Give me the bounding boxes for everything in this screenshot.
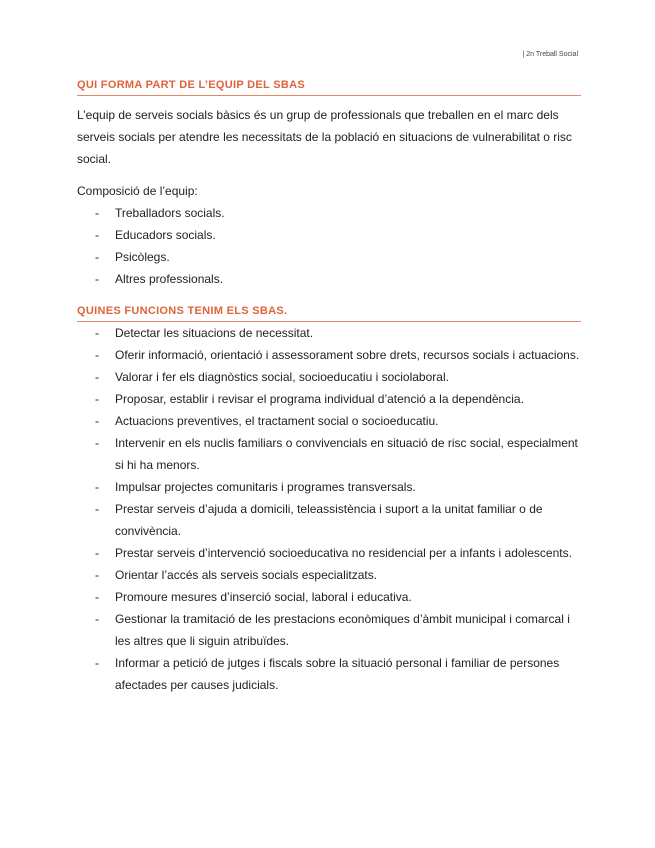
list-dash: - <box>95 656 99 670</box>
list-item <box>77 246 581 268</box>
list-dash: - <box>95 272 99 286</box>
list-item-text: Proposar, establir i revisar el programa individual d’atenció a la dependència. <box>115 392 524 406</box>
list-item-text: Orientar l’accés als serveis socials especialitzats. <box>115 568 378 582</box>
list-dash: - <box>95 228 99 242</box>
list-dash: - <box>95 348 99 362</box>
list-item <box>77 268 581 290</box>
list-item-text: Treballadors socials. <box>115 206 225 220</box>
list-dash: - <box>95 206 99 220</box>
list-item <box>77 366 581 388</box>
document-body <box>77 78 581 696</box>
list-item-text: Gestionar la tramitació de les prestacions econòmiques d’àmbit municipal i comarcal i les altres que li siguin atribuïdes. <box>115 612 570 648</box>
list-item-text: Educadors socials. <box>115 228 216 242</box>
list-item-text: Impulsar projectes comunitaris i programes transversals. <box>115 480 416 494</box>
team-members-list <box>77 202 581 290</box>
list-item <box>77 542 581 564</box>
list-item <box>77 432 581 476</box>
list-item-text: Prestar serveis d’ajuda a domicili, teleassistència i suport a la unitat familiar o de convivència. <box>115 502 543 538</box>
section-heading-team: QUI FORMA PART DE L’EQUIP DEL SBAS <box>77 78 581 96</box>
list-dash: - <box>95 546 99 560</box>
list-item-text: Psicòlegs. <box>115 250 170 264</box>
list-item <box>77 410 581 432</box>
list-item-text: Actuacions preventives, el tractament social o socioeducatiu. <box>115 414 439 428</box>
list-dash: - <box>95 250 99 264</box>
list-item <box>77 498 581 542</box>
list-dash: - <box>95 414 99 428</box>
list-item <box>77 586 581 608</box>
page-header: | 2n Treball Social <box>522 51 578 58</box>
list-item-text: Intervenir en els nuclis familiars o convivencials en situació de risc social, especialment si hi ha menors. <box>115 436 578 472</box>
list-dash: - <box>95 480 99 494</box>
list-dash: - <box>95 370 99 384</box>
list-dash: - <box>95 436 99 450</box>
list-item <box>77 608 581 652</box>
functions-list <box>77 322 581 696</box>
list-item-text: Detectar les situacions de necessitat. <box>115 326 314 340</box>
list-item <box>77 322 581 344</box>
intro-paragraph: L’equip de serveis socials bàsics és un grup de professionals que treballen en el marc dels serveis socials per atendre les necessitats de la població en situacions de vulnerabilitat o risc social. <box>77 108 572 166</box>
list-item-text: Promoure mesures d’inserció social, laboral i educativa. <box>115 590 412 604</box>
list-item-text: Prestar serveis d’intervenció socioeducativa no residencial per a infants i adolescents. <box>115 546 572 560</box>
section-heading-functions: QUINES FUNCIONS TENIM ELS SBAS. <box>77 304 581 322</box>
list-item-text: Oferir informació, orientació i assessorament sobre drets, recursos socials i actuacions. <box>115 348 580 362</box>
list-item-text: Altres professionals. <box>115 272 224 286</box>
list-item-text: Valorar i fer els diagnòstics social, socioeducatiu i sociolaboral. <box>115 370 449 384</box>
list-item <box>77 202 581 224</box>
list-item <box>77 388 581 410</box>
list-item <box>77 344 581 366</box>
list-dash: - <box>95 392 99 406</box>
list-item <box>77 476 581 498</box>
list-dash: - <box>95 326 99 340</box>
list-item <box>77 224 581 246</box>
list-dash: - <box>95 590 99 604</box>
composition-label: Composició de l’equip: <box>77 184 198 198</box>
list-item <box>77 652 581 696</box>
list-dash: - <box>95 502 99 516</box>
list-dash: - <box>95 568 99 582</box>
list-dash: - <box>95 612 99 626</box>
list-item <box>77 564 581 586</box>
list-item-text: Informar a petició de jutges i fiscals sobre la situació personal i familiar de persones afectades per causes judicials. <box>115 656 560 692</box>
